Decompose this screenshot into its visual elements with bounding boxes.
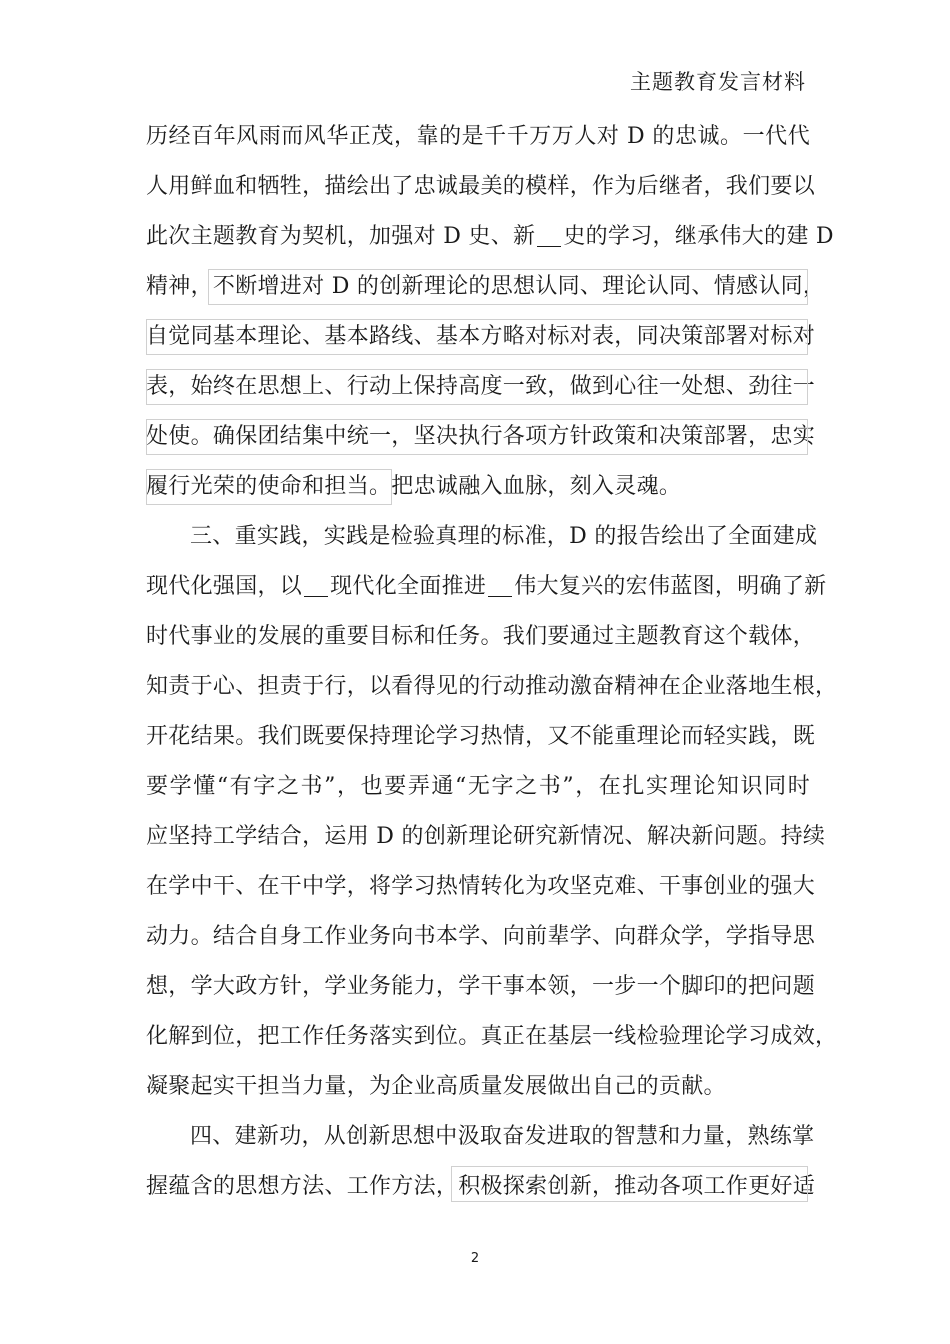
text-line: 要学懂“有字之书”，也要弄通“无字之书”，在扎实理论知识同时 [146, 774, 810, 799]
text-line: 知责于心、担责于行，以看得见的行动推动激奋精神在企业落地生根， [146, 674, 838, 699]
text-line: 时代事业的发展的重要目标和任务。我们要通过主题教育这个载体， [146, 624, 816, 649]
text-line: 应坚持工学结合，运用 D 的创新理论研究新情况、解决新问题。持续 [146, 824, 826, 849]
blank-underline [537, 218, 561, 247]
text-line: 历经百年风雨而风华正茂，靠的是千千万万人对 D 的忠诚。一代代 [146, 124, 810, 149]
text-line: 在学中干、在干中学，将学习热情转化为攻坚克难、干事创业的强大 [146, 874, 816, 899]
text-line: 握蕴含的思想方法、工作方法，积极探索创新，推动各项工作更好适 [146, 1174, 816, 1199]
text-line: 动力。结合自身工作业务向书本学、向前辈学、向群众学，学指导思 [146, 924, 816, 949]
blank-underline [304, 568, 328, 597]
paragraph-start-line: 四、建新功，从创新思想中汲取奋发进取的智慧和力量，熟练掌 [190, 1124, 815, 1149]
text-line: 开花结果。我们既要保持理论学习热情，又不能重理论而轻实践，既 [146, 724, 816, 749]
page-number: 2 [470, 1251, 480, 1266]
paragraph-start-line: 三、重实践，实践是检验真理的标准，D 的报告绘出了全面建成 [190, 524, 818, 549]
text-line: 履行光荣的使命和担当。把忠诚融入血脉，刻入灵魂。 [146, 474, 682, 499]
text-line: 现代化强国，以 现代化全面推进 伟大复兴的宏伟蓝图，明确了新 [146, 562, 810, 612]
blank-underline [488, 568, 512, 597]
page-header: 主题教育发言材料 [630, 70, 806, 94]
text-line: 人用鲜血和牺牲，描绘出了忠诚最美的模样，作为后继者，我们要以 [146, 174, 816, 199]
text-line: 精神，不断增进对 D 的创新理论的思想认同、理论认同、情感认同， [146, 274, 826, 299]
text-line: 自觉同基本理论、基本路线、基本方略对标对表，同决策部署对标对 [146, 324, 816, 349]
text-line: 处使。确保团结集中统一，坚决执行各项方针政策和决策部署，忠实 [146, 424, 816, 449]
text-line: 想，学大政方针，学业务能力，学干事本领，一步一个脚印的把问题 [146, 974, 816, 999]
text-line: 表，始终在思想上、行动上保持高度一致，做到心往一处想、劲往一 [146, 374, 816, 399]
text-line: 此次主题教育为契机，加强对 D 史、新 史的学习，继承伟大的建 D [146, 212, 810, 262]
text-line: 凝聚起实干担当力量，为企业高质量发展做出自己的贡献。 [146, 1074, 726, 1099]
text-line: 化解到位，把工作任务落实到位。真正在基层一线检验理论学习成效， [146, 1024, 838, 1049]
document-body [146, 112, 838, 1212]
